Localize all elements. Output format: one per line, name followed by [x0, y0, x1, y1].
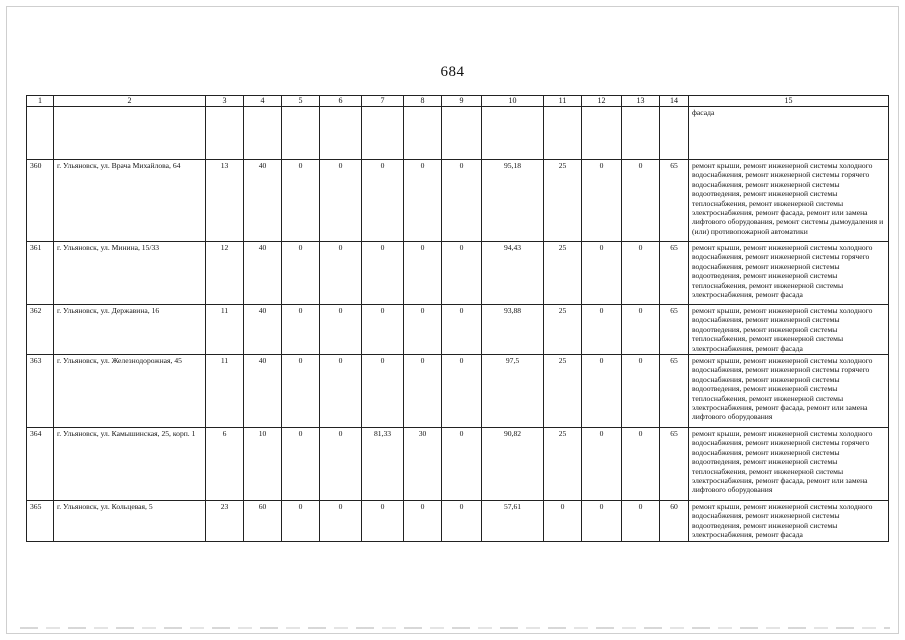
value-cell: 65 — [660, 428, 689, 501]
value-cell: 57,61 — [482, 501, 544, 542]
value-cell: 0 — [404, 501, 442, 542]
value-cell: 0 — [362, 355, 404, 428]
value-cell: 0 — [320, 355, 362, 428]
column-header: 5 — [282, 96, 320, 107]
works-cell: ремонт крыши, ремонт инженерной системы холодного водоснабжения, ремонт инженерной системы горячего водоснабжения, ремонт инженерной системы водоотведения, ремонт инженерной системы теплоснабжения, ремонт инженерной системы электроснабжения, ремонт фасада — [689, 242, 889, 305]
address-cell: г. Ульяновск, ул. Железнодорожная, 45 — [54, 355, 206, 428]
value-cell: 0 — [362, 242, 404, 305]
value-cell: 13 — [206, 160, 244, 242]
value-cell: 60 — [244, 501, 282, 542]
value-cell: 11 — [206, 355, 244, 428]
value-cell: 0 — [622, 355, 660, 428]
value-cell: 0 — [622, 428, 660, 501]
row-number-cell: 363 — [27, 355, 54, 428]
column-header: 13 — [622, 96, 660, 107]
value-cell: 30 — [404, 428, 442, 501]
value-cell: 93,88 — [482, 305, 544, 355]
value-cell: 0 — [362, 501, 404, 542]
address-cell: г. Ульяновск, ул. Врача Михайлова, 64 — [54, 160, 206, 242]
value-cell: 81,33 — [362, 428, 404, 501]
row-number-cell: 360 — [27, 160, 54, 242]
value-cell: 0 — [404, 355, 442, 428]
value-cell: 0 — [320, 160, 362, 242]
column-header: 2 — [54, 96, 206, 107]
works-cell: ремонт крыши, ремонт инженерной системы холодного водоснабжения, ремонт инженерной системы водоотведения, ремонт инженерной системы теплоснабжения, ремонт инженерной системы электроснабжения, ремонт фасада — [689, 305, 889, 355]
column-header: 1 — [27, 96, 54, 107]
repair-program-table — [26, 95, 889, 542]
column-header: 4 — [244, 96, 282, 107]
table-row — [27, 242, 889, 305]
value-cell: 23 — [206, 501, 244, 542]
value-cell: 0 — [404, 242, 442, 305]
column-header: 10 — [482, 96, 544, 107]
value-cell: 0 — [622, 305, 660, 355]
value-cell: 0 — [544, 501, 582, 542]
works-cell: ремонт крыши, ремонт инженерной системы холодного водоснабжения, ремонт инженерной системы горячего водоснабжения, ремонт инженерной системы водоотведения, ремонт инженерной системы теплоснабжения, ремонт инженерной системы электроснабжения, ремонт фасада, ремонт или замена лифтового оборудования, ремонт системы дымоудаления и (или) противопожарной автоматики — [689, 160, 889, 242]
value-cell: 95,18 — [482, 160, 544, 242]
value-cell: 65 — [660, 355, 689, 428]
value-cell: 0 — [582, 305, 622, 355]
column-header: 11 — [544, 96, 582, 107]
value-cell: 40 — [244, 160, 282, 242]
value-cell: 94,43 — [482, 242, 544, 305]
value-cell: 0 — [320, 428, 362, 501]
value-cell: 0 — [282, 305, 320, 355]
value-cell: 0 — [622, 501, 660, 542]
value-cell: 0 — [442, 305, 482, 355]
value-cell: 0 — [362, 305, 404, 355]
table-row — [27, 428, 889, 501]
value-cell: 0 — [362, 160, 404, 242]
value-cell: 0 — [320, 242, 362, 305]
value-cell: 65 — [660, 305, 689, 355]
works-cell: ремонт крыши, ремонт инженерной системы холодного водоснабжения, ремонт инженерной системы горячего водоснабжения, ремонт инженерной системы водоотведения, ремонт инженерной системы теплоснабжения, ремонт инженерной системы электроснабжения, ремонт фасада, ремонт или замена лифтового оборудования — [689, 355, 889, 428]
value-cell: 65 — [660, 160, 689, 242]
value-cell: 0 — [320, 305, 362, 355]
value-cell: 0 — [622, 160, 660, 242]
value-cell: 0 — [320, 501, 362, 542]
page-number: 684 — [440, 64, 465, 80]
value-cell: 0 — [582, 428, 622, 501]
value-cell: 25 — [544, 305, 582, 355]
value-cell: 0 — [442, 160, 482, 242]
value-cell: 0 — [282, 242, 320, 305]
value-cell: 0 — [282, 160, 320, 242]
value-cell: 25 — [544, 160, 582, 242]
column-header: 12 — [582, 96, 622, 107]
row-number-cell: 361 — [27, 242, 54, 305]
value-cell: 40 — [244, 242, 282, 305]
column-header: 9 — [442, 96, 482, 107]
column-number-row — [27, 96, 889, 107]
value-cell: 12 — [206, 242, 244, 305]
address-cell: г. Ульяновск, ул. Минина, 15/33 — [54, 242, 206, 305]
value-cell: 0 — [442, 242, 482, 305]
table-row — [27, 160, 889, 242]
value-cell: 11 — [206, 305, 244, 355]
value-cell: 40 — [244, 305, 282, 355]
works-cell: ремонт крыши, ремонт инженерной системы холодного водоснабжения, ремонт инженерной системы горячего водоснабжения, ремонт инженерной системы водоотведения, ремонт инженерной системы теплоснабжения, ремонт инженерной системы электроснабжения, ремонт фасада, ремонт или замена лифтового оборудования — [689, 428, 889, 501]
value-cell: 10 — [244, 428, 282, 501]
value-cell: 6 — [206, 428, 244, 501]
row-number-cell: 364 — [27, 428, 54, 501]
value-cell: 0 — [582, 355, 622, 428]
row-number-cell: 362 — [27, 305, 54, 355]
value-cell: 65 — [660, 242, 689, 305]
value-cell: 0 — [282, 501, 320, 542]
value-cell: 0 — [442, 501, 482, 542]
scan-artifact — [20, 627, 890, 629]
column-header: 7 — [362, 96, 404, 107]
value-cell: 0 — [442, 355, 482, 428]
value-cell: 0 — [404, 160, 442, 242]
value-cell: 25 — [544, 242, 582, 305]
address-cell: г. Ульяновск, ул. Державина, 16 — [54, 305, 206, 355]
address-cell: г. Ульяновск, ул. Кольцевая, 5 — [54, 501, 206, 542]
table-row — [27, 355, 889, 428]
address-cell: г. Ульяновск, ул. Камышинская, 25, корп. 1 — [54, 428, 206, 501]
row-number-cell: 365 — [27, 501, 54, 542]
column-header: 8 — [404, 96, 442, 107]
column-header: 6 — [320, 96, 362, 107]
value-cell: 0 — [404, 305, 442, 355]
table-row — [27, 501, 889, 542]
works-cell: ремонт крыши, ремонт инженерной системы холодного водоснабжения, ремонт инженерной системы водоотведения, ремонт инженерной системы электроснабжения, ремонт фасада — [689, 501, 889, 542]
value-cell: 25 — [544, 355, 582, 428]
value-cell: 0 — [282, 428, 320, 501]
value-cell: 25 — [544, 428, 582, 501]
value-cell: 0 — [582, 501, 622, 542]
value-cell: 97,5 — [482, 355, 544, 428]
column-header: 15 — [689, 96, 889, 107]
column-header: 3 — [206, 96, 244, 107]
value-cell: 0 — [582, 160, 622, 242]
value-cell: 90,82 — [482, 428, 544, 501]
value-cell: 0 — [582, 242, 622, 305]
value-cell: 40 — [244, 355, 282, 428]
value-cell: 0 — [442, 428, 482, 501]
value-cell: 60 — [660, 501, 689, 542]
value-cell: 0 — [622, 242, 660, 305]
value-cell: 0 — [282, 355, 320, 428]
works-cell: фасада — [689, 107, 889, 160]
column-header: 14 — [660, 96, 689, 107]
table-row — [27, 305, 889, 355]
continuation-row — [27, 107, 889, 160]
